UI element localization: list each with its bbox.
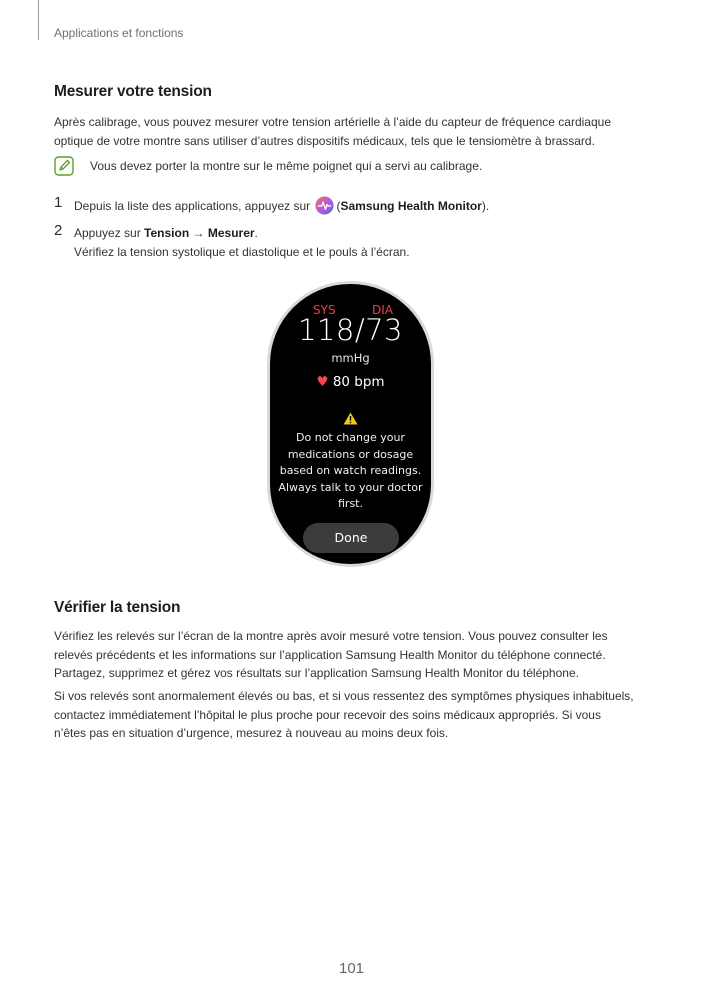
message-line: based on watch readings. bbox=[279, 464, 422, 477]
menu-mesurer: Mesurer bbox=[207, 226, 255, 240]
watch-screen-illustration bbox=[266, 280, 435, 568]
done-button[interactable]: Done bbox=[303, 523, 399, 553]
paragraph-line: n’êtes pas en situation d’urgence, mesurez à nouveau au moins deux fois. bbox=[54, 726, 449, 740]
section-title-measure: Mesurer votre tension bbox=[54, 83, 212, 100]
step-text: Depuis la liste des applications, appuyez sur bbox=[74, 199, 311, 213]
pressure-unit: mmHg bbox=[331, 351, 370, 365]
paragraph-line: Si vos relevés sont anormalement élevés ou bas, et si vous ressentez des symptômes physiques inhabituels, bbox=[54, 689, 634, 703]
message-line: Do not change your bbox=[296, 431, 405, 444]
app-name: Samsung Health Monitor bbox=[340, 199, 482, 213]
note-pencil-icon bbox=[54, 156, 74, 176]
section-title-verify: Vérifier la tension bbox=[54, 599, 181, 616]
samsung-health-monitor-icon bbox=[315, 196, 334, 215]
paragraph-line: Partagez, supprimez et gérez vos résultats sur l’application Samsung Health Monitor du téléphone. bbox=[54, 666, 579, 680]
step-text: Appuyez sur bbox=[74, 226, 141, 240]
paragraph-line: relevés précédents et les informations sur l’application Samsung Health Monitor du téléphone connecté. bbox=[54, 647, 606, 662]
verify-paragraph-1 bbox=[54, 627, 664, 683]
pulse-reading bbox=[266, 374, 435, 390]
running-header: Applications et fonctions bbox=[54, 26, 184, 40]
note-block bbox=[54, 156, 664, 176]
verify-paragraph-2 bbox=[54, 687, 664, 743]
step-number: 2 bbox=[54, 222, 63, 239]
dia-label: DIA bbox=[372, 303, 393, 317]
step-number: 1 bbox=[54, 194, 63, 211]
intro-line: Après calibrage, vous pouvez mesurer votre tension artérielle à l’aide du capteur de fréquence cardiaque bbox=[54, 115, 611, 129]
note-text: Vous devez porter la montre sur le même poignet qui a servi au calibrage. bbox=[90, 159, 483, 173]
menu-tension: Tension bbox=[144, 226, 190, 240]
warning-icon bbox=[343, 412, 358, 425]
pulse-value: 80 bpm bbox=[332, 374, 385, 390]
message-line: medications or dosage bbox=[287, 447, 414, 461]
message-line: first. bbox=[338, 497, 363, 510]
message-line: Always talk to your doctor bbox=[278, 480, 423, 494]
margin-rule bbox=[38, 0, 39, 40]
blood-pressure-reading: 118/73 bbox=[297, 313, 404, 347]
intro-paragraph bbox=[54, 113, 664, 150]
arrow-icon: → bbox=[192, 226, 205, 240]
step-text-line2: Vérifiez la tension systolique et diastolique et le pouls à l’écran. bbox=[74, 244, 410, 259]
page-number: 101 bbox=[338, 960, 365, 977]
heart-icon: ♥ bbox=[316, 374, 329, 390]
step-end: . bbox=[254, 226, 258, 240]
paren-open: ( bbox=[336, 199, 341, 213]
sys-label: SYS bbox=[313, 303, 336, 317]
paragraph-line: Vérifiez les relevés sur l’écran de la montre après avoir mesuré votre tension. Vous pouvez consulter les bbox=[54, 629, 608, 643]
warning-message bbox=[266, 430, 435, 513]
paragraph-line: contactez immédiatement l’hôpital le plus proche pour recevoir des soins médicaux appropriés. Si vous bbox=[54, 707, 601, 722]
intro-line: optique de votre montre sans utiliser d’autres dispositifs médicaux, tels que le tensiomètre à brassard. bbox=[54, 133, 595, 148]
paren-close: ). bbox=[481, 199, 490, 213]
